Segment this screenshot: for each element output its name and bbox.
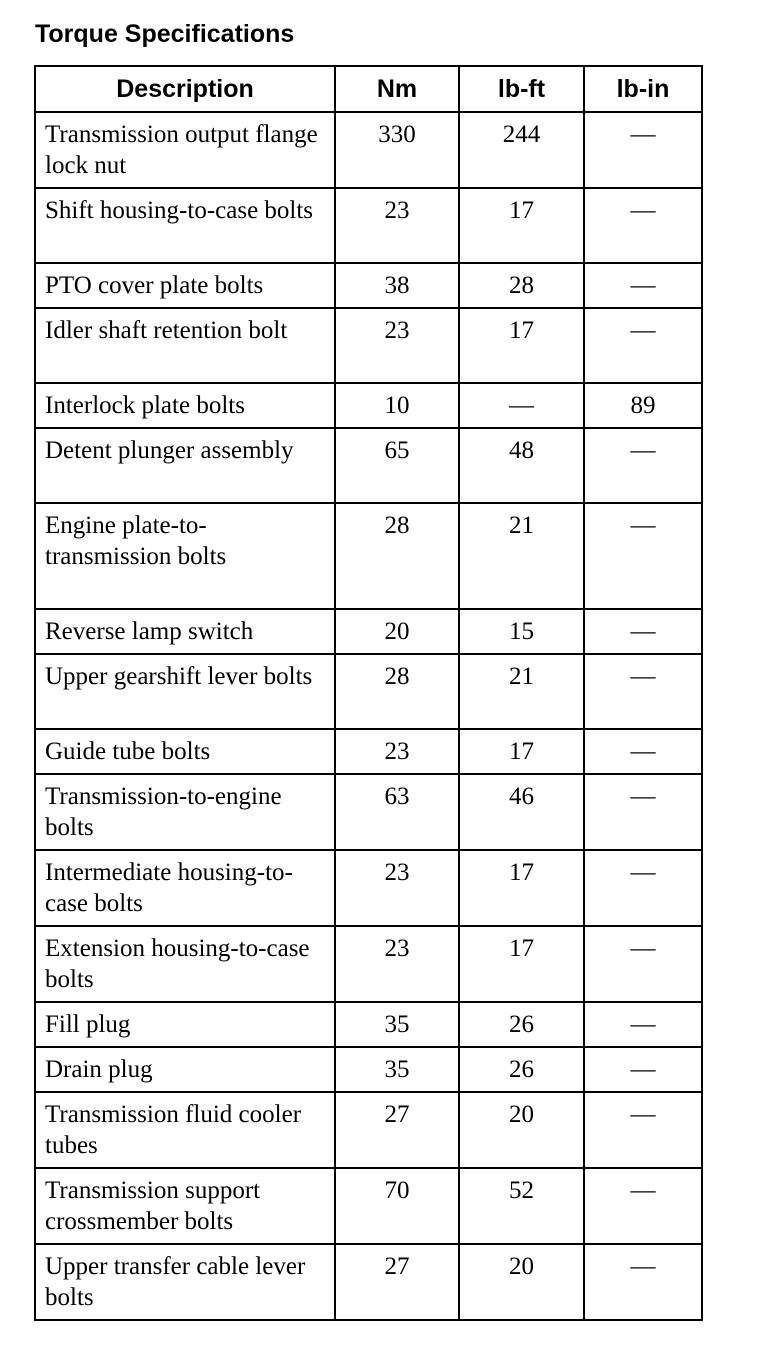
cell-lbin: — (584, 729, 702, 774)
table-row (35, 112, 702, 188)
cell-lbin: — (584, 188, 702, 263)
cell-lbft: 28 (459, 263, 584, 308)
cell-lbft: 21 (459, 503, 584, 609)
cell-lbin: — (584, 428, 702, 503)
cell-lbin: — (584, 112, 702, 188)
header-lbft: lb-ft (459, 66, 584, 112)
table-row (35, 263, 702, 308)
cell-lbft: 20 (459, 1244, 584, 1320)
cell-description: Guide tube bolts (35, 729, 335, 774)
table-row (35, 428, 702, 503)
cell-lbin: — (584, 926, 702, 1002)
cell-nm: 23 (335, 308, 459, 383)
cell-nm: 27 (335, 1092, 459, 1168)
cell-lbin: 89 (584, 383, 702, 428)
cell-description: Drain plug (35, 1047, 335, 1092)
table-row (35, 609, 702, 654)
cell-lbft: 46 (459, 774, 584, 850)
cell-lbft: 15 (459, 609, 584, 654)
table-row (35, 1168, 702, 1244)
header-row (35, 66, 702, 112)
table-row (35, 503, 702, 609)
cell-lbft: 244 (459, 112, 584, 188)
table-row (35, 1002, 702, 1047)
cell-description: Intermediate housing-to-case bolts (35, 850, 335, 926)
cell-nm: 28 (335, 503, 459, 609)
cell-lbin: — (584, 1047, 702, 1092)
cell-lbin: — (584, 1002, 702, 1047)
cell-description: Transmission output flange lock nut (35, 112, 335, 188)
cell-nm: 20 (335, 609, 459, 654)
cell-nm: 23 (335, 850, 459, 926)
header-lbin: lb-in (584, 66, 702, 112)
cell-nm: 23 (335, 926, 459, 1002)
table-row (35, 926, 702, 1002)
table-row (35, 654, 702, 729)
cell-lbft: 17 (459, 850, 584, 926)
cell-description: Detent plunger assembly (35, 428, 335, 503)
cell-description: Reverse lamp switch (35, 609, 335, 654)
table-row (35, 850, 702, 926)
cell-nm: 63 (335, 774, 459, 850)
cell-nm: 28 (335, 654, 459, 729)
cell-lbin: — (584, 1244, 702, 1320)
cell-nm: 330 (335, 112, 459, 188)
table-row (35, 729, 702, 774)
header-nm: Nm (335, 66, 459, 112)
cell-description: Transmission support crossmember bolts (35, 1168, 335, 1244)
cell-lbft: 17 (459, 308, 584, 383)
cell-lbin: — (584, 654, 702, 729)
torque-spec-table (34, 65, 703, 1321)
cell-nm: 70 (335, 1168, 459, 1244)
cell-description: Upper gearshift lever bolts (35, 654, 335, 729)
cell-nm: 23 (335, 188, 459, 263)
cell-lbft: 26 (459, 1002, 584, 1047)
cell-lbft: 20 (459, 1092, 584, 1168)
page-title: Torque Specifications (35, 20, 295, 48)
cell-lbin: — (584, 774, 702, 850)
cell-nm: 10 (335, 383, 459, 428)
cell-lbin: — (584, 609, 702, 654)
cell-lbft: 17 (459, 729, 584, 774)
cell-lbin: — (584, 1168, 702, 1244)
table-row (35, 1244, 702, 1320)
cell-description: Interlock plate bolts (35, 383, 335, 428)
cell-lbin: — (584, 850, 702, 926)
cell-lbft: 21 (459, 654, 584, 729)
cell-lbft: — (459, 383, 584, 428)
cell-description: Transmission-to-engine bolts (35, 774, 335, 850)
cell-nm: 35 (335, 1047, 459, 1092)
cell-nm: 38 (335, 263, 459, 308)
cell-description: Transmission fluid cooler tubes (35, 1092, 335, 1168)
cell-lbft: 17 (459, 188, 584, 263)
cell-lbin: — (584, 503, 702, 609)
cell-lbft: 17 (459, 926, 584, 1002)
table-row (35, 1047, 702, 1092)
cell-nm: 27 (335, 1244, 459, 1320)
cell-lbft: 26 (459, 1047, 584, 1092)
cell-lbin: — (584, 308, 702, 383)
cell-nm: 65 (335, 428, 459, 503)
cell-lbft: 48 (459, 428, 584, 503)
table-row (35, 383, 702, 428)
table-row (35, 308, 702, 383)
cell-nm: 23 (335, 729, 459, 774)
cell-lbin: — (584, 1092, 702, 1168)
header-description: Description (35, 66, 335, 112)
table-row (35, 188, 702, 263)
cell-description: Extension housing-to-case bolts (35, 926, 335, 1002)
cell-description: Shift housing-to-case bolts (35, 188, 335, 263)
cell-description: Idler shaft retention bolt (35, 308, 335, 383)
cell-nm: 35 (335, 1002, 459, 1047)
cell-description: Fill plug (35, 1002, 335, 1047)
table-row (35, 774, 702, 850)
cell-lbft: 52 (459, 1168, 584, 1244)
cell-lbin: — (584, 263, 702, 308)
cell-description: PTO cover plate bolts (35, 263, 335, 308)
cell-description: Engine plate-to-transmission bolts (35, 503, 335, 609)
cell-description: Upper transfer cable lever bolts (35, 1244, 335, 1320)
table-row (35, 1092, 702, 1168)
